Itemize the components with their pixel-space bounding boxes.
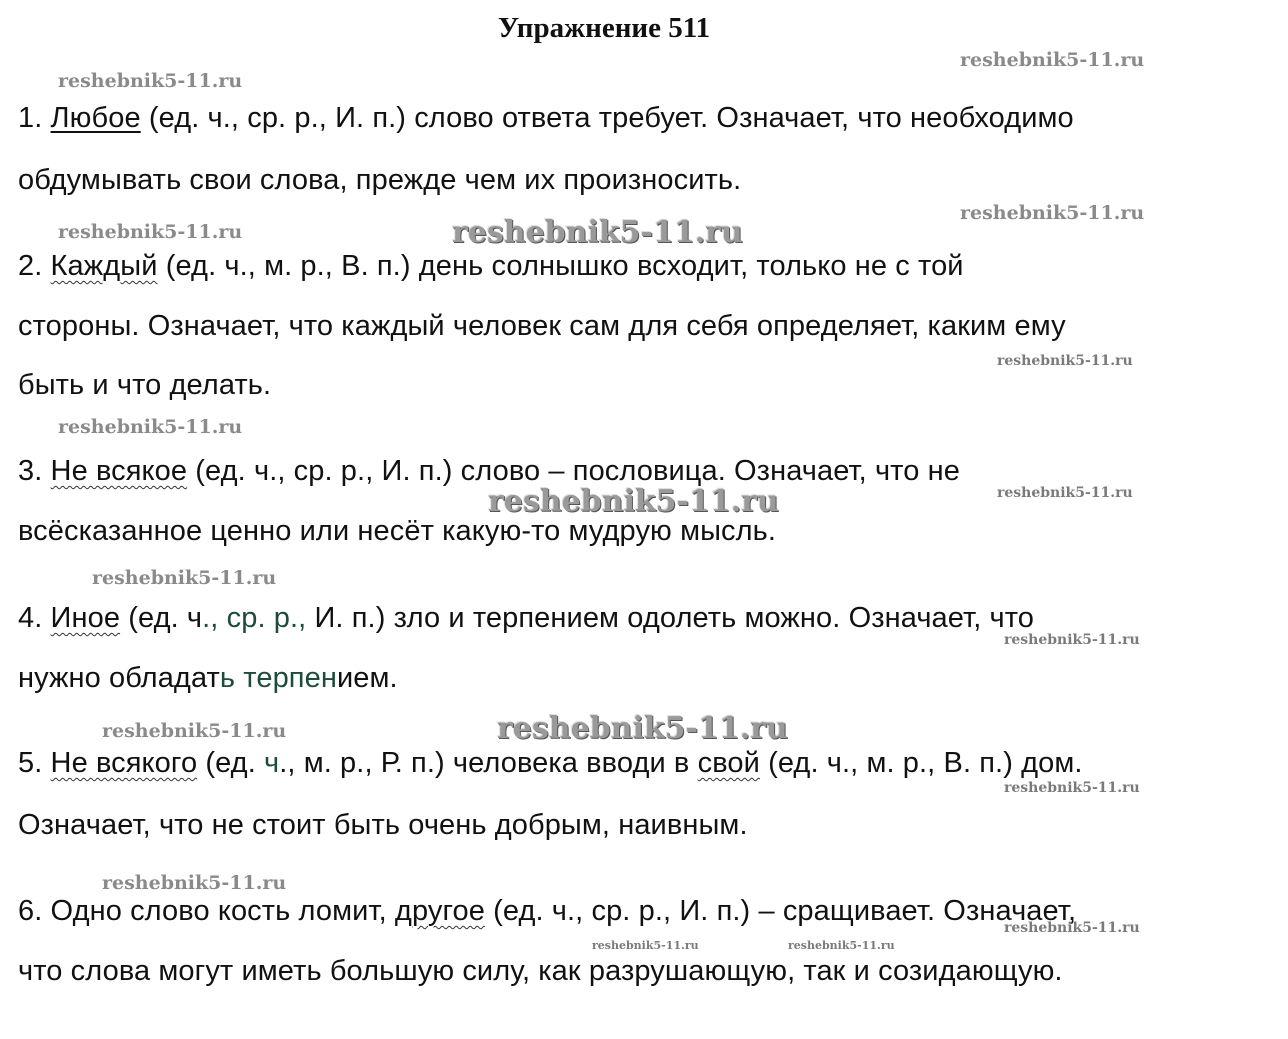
item-text: (ед. ч., м. р., В. п.) дом. xyxy=(759,747,1083,779)
item-text: (ед. ч xyxy=(120,602,203,634)
watermark: reshebnik5-11.ru xyxy=(497,711,788,746)
underlined-word: Не всякое xyxy=(50,455,188,487)
watermark: reshebnik5-11.ru xyxy=(488,484,779,519)
watermark: reshebnik5-11.ru xyxy=(997,485,1133,501)
item-text: 6. Одно слово кость ломит, xyxy=(18,895,395,927)
item-text: (ед. ч., м. р., В. п.) день солнышко всходит, только не с той xyxy=(157,250,964,282)
item-number: 3. xyxy=(18,455,51,487)
watermark: reshebnik5-11.ru xyxy=(1004,780,1140,796)
watermark: reshebnik5-11.ru xyxy=(58,70,243,92)
item-text: нужно обладат xyxy=(18,662,220,694)
item-5-line-1 xyxy=(18,745,1083,781)
underlined-word: другое xyxy=(394,895,485,927)
item-text: И. п.) зло и терпением одолеть можно. Означает, что xyxy=(306,602,1035,634)
watermark: reshebnik5-11.ru xyxy=(997,353,1133,369)
item-4-line-1 xyxy=(18,600,1034,636)
item-6-line-2: что слова могут иметь большую силу, как разрушающую, так и созидающую. xyxy=(18,955,1063,987)
item-text-highlight: ь терпен xyxy=(219,662,337,694)
watermark: reshebnik5-11.ru xyxy=(960,49,1145,71)
watermark: reshebnik5-11.ru xyxy=(592,939,699,952)
underlined-word: Каждый xyxy=(50,250,158,282)
item-number: 2. xyxy=(18,250,51,282)
watermark: reshebnik5-11.ru xyxy=(1004,632,1140,648)
item-number: 5. xyxy=(18,747,51,779)
item-text: (ед. xyxy=(197,747,265,779)
item-text: (ед. ч., ср. р., И. п.) слово – пословица. Означает, что не xyxy=(187,455,960,487)
watermark: reshebnik5-11.ru xyxy=(452,215,743,250)
watermark: reshebnik5-11.ru xyxy=(92,567,277,589)
watermark: reshebnik5-11.ru xyxy=(102,720,287,742)
underlined-word: Иное xyxy=(50,602,121,634)
watermark: reshebnik5-11.ru xyxy=(960,202,1145,224)
underlined-word: Любое xyxy=(50,102,141,134)
item-number: 4. xyxy=(18,602,51,634)
underlined-word: свой xyxy=(697,747,760,779)
item-2-line-3: быть и что делать. xyxy=(18,369,272,401)
item-3-line-2: всёсказанное ценно или несёт какую-то мудрую мысль. xyxy=(18,515,777,547)
item-6-line-1 xyxy=(18,893,1076,929)
item-5-line-2: Означает, что не стоит быть очень добрым, наивным. xyxy=(18,809,748,841)
watermark: reshebnik5-11.ru xyxy=(788,939,895,952)
item-1-line-2: обдумывать свои слова, прежде чем их произносить. xyxy=(18,164,742,196)
item-text: ., м. р., Р. п.) человека вводи в xyxy=(279,747,698,779)
item-2-line-2: стороны. Означает, что каждый человек сам для себя определяет, каким ему xyxy=(18,310,1066,342)
item-text: (ед. ч., ср. р., И. п.) слово ответа требует. Означает, что необходимо xyxy=(140,102,1074,134)
watermark: reshebnik5-11.ru xyxy=(1004,920,1140,936)
item-2-line-1 xyxy=(18,248,964,284)
item-text-highlight: ., ср. р., xyxy=(202,602,307,634)
item-text-highlight: ч xyxy=(264,747,280,779)
watermark: reshebnik5-11.ru xyxy=(58,416,243,438)
item-1-line-1 xyxy=(18,100,1074,136)
item-4-line-2 xyxy=(18,660,398,696)
watermark: reshebnik5-11.ru xyxy=(102,872,287,894)
item-number: 1. xyxy=(18,102,51,134)
underlined-word: Не всякого xyxy=(50,747,198,779)
page-title: Упражнение 511 xyxy=(497,12,711,44)
watermark: reshebnik5-11.ru xyxy=(58,221,243,243)
item-text: (ед. ч., ср. р., И. п.) – сращивает. Означает, xyxy=(484,895,1077,927)
item-text: ием. xyxy=(336,662,398,694)
